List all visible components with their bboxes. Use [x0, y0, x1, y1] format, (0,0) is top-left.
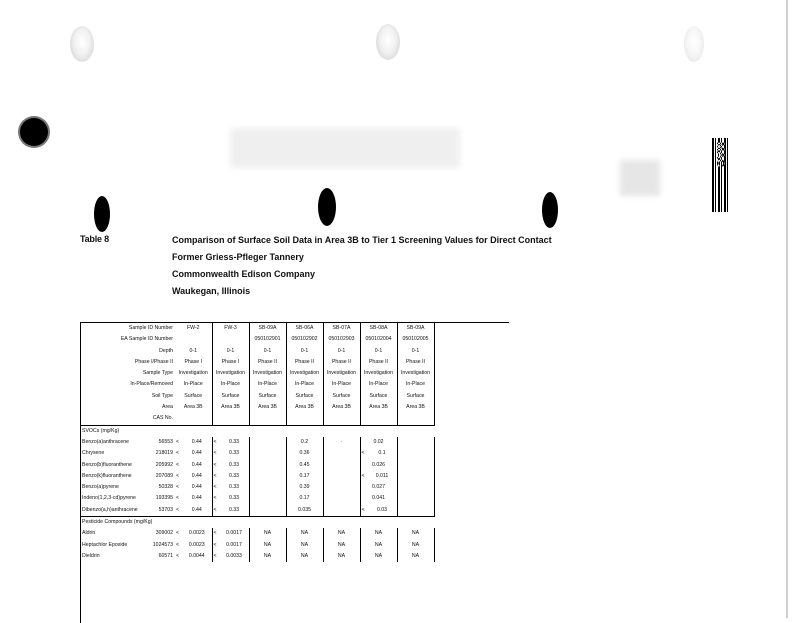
bleed-through-smudge — [620, 160, 660, 196]
value-cell — [212, 482, 249, 493]
header-cell: In-Place — [175, 379, 212, 390]
table-header-row — [81, 402, 434, 413]
qualifier: < — [176, 484, 180, 491]
header-cell: SB-08A — [360, 323, 397, 334]
value-cell — [323, 551, 360, 562]
value: 0.02 — [373, 438, 384, 445]
value-cell — [397, 505, 434, 517]
table-row — [81, 528, 434, 539]
qualifier: < — [213, 552, 217, 559]
value-cell — [323, 448, 360, 459]
header-cell: Surface — [175, 391, 212, 402]
value: 0.0017 — [226, 530, 242, 537]
analyte-name: Indeno(1,2,3-cd)pyrene — [82, 495, 136, 502]
analyte-name: Benzo(k)fluoranthene — [82, 472, 132, 479]
header-cell: In-Place — [323, 379, 360, 390]
cas-number: 56553 — [158, 438, 173, 445]
header-cell: 0-1 — [212, 346, 249, 357]
header-cell: In-Place — [360, 379, 397, 390]
value-cell — [397, 437, 434, 448]
value-cell — [175, 471, 212, 482]
qualifier: < — [213, 461, 217, 468]
value-cell — [323, 482, 360, 493]
header-cell: Area 3B — [323, 402, 360, 413]
table-row — [81, 460, 434, 471]
header-cell: In-Place — [397, 379, 434, 390]
analyte-name: Dibenzo(a,h)anthracene — [82, 506, 138, 513]
punch-hole-center — [318, 188, 336, 226]
header-cell: In-Place — [249, 379, 286, 390]
header-cell — [397, 413, 434, 425]
value: 0.44 — [191, 461, 202, 468]
table-header-row — [81, 357, 434, 368]
header-cell: 050102004 — [360, 334, 397, 345]
value-cell — [286, 551, 323, 562]
value-cell — [249, 460, 286, 471]
value-cell — [397, 471, 434, 482]
binder-hole-right — [684, 26, 704, 62]
header-cell: SB-06A — [286, 323, 323, 334]
value: 0.0033 — [226, 552, 242, 559]
qualifier: < — [213, 450, 217, 457]
value-cell — [323, 493, 360, 504]
value: 0.0023 — [188, 541, 205, 548]
value: 0.44 — [191, 484, 202, 491]
value-cell — [249, 493, 286, 504]
value-cell — [360, 471, 397, 482]
header-cell: Surface — [286, 391, 323, 402]
value-cell — [323, 540, 360, 551]
table-header-row — [81, 346, 434, 357]
header-cell — [360, 413, 397, 425]
header-cell: Area 3B — [212, 402, 249, 413]
data-table — [80, 322, 509, 623]
value: NA — [374, 530, 383, 537]
header-cell: FW-3 — [212, 323, 249, 334]
cas-number: 309002 — [155, 530, 173, 537]
header-label: Sample Type — [142, 370, 173, 377]
value-cell — [397, 482, 434, 493]
table-header-row — [81, 379, 434, 390]
table-header-row — [81, 323, 434, 334]
value: 0.33 — [228, 438, 240, 445]
value-cell — [175, 551, 212, 562]
value-cell — [286, 505, 323, 517]
header-label: Area — [162, 404, 173, 411]
qualifier: < — [213, 438, 217, 445]
punch-hole-left — [94, 196, 110, 232]
header-cell: 0-1 — [397, 346, 434, 357]
value-cell — [175, 460, 212, 471]
title-line: Commonwealth Edison Company — [172, 269, 316, 279]
header-label: CAS No. — [152, 415, 173, 422]
header-cell: Phase I — [175, 357, 212, 368]
analyte-cell — [81, 460, 175, 471]
analyte-cell — [81, 505, 175, 517]
qualifier: < — [176, 450, 180, 457]
value: NA — [300, 530, 309, 537]
value-cell — [249, 505, 286, 517]
table-row — [81, 448, 434, 459]
analyte-name: Dieldrin — [82, 552, 100, 559]
header-label: EA Sample ID Number — [120, 336, 173, 343]
value-cell — [249, 448, 286, 459]
header-cell — [323, 413, 360, 425]
header-cell: 050102005 — [397, 334, 434, 345]
punch-hole-right — [542, 192, 558, 228]
header-cell: Area 3B — [360, 402, 397, 413]
header-label: Sample ID Number — [128, 325, 173, 331]
value-cell — [323, 460, 360, 471]
header-cell: Area 3B — [286, 402, 323, 413]
value: 0.33 — [228, 461, 240, 468]
value: NA — [374, 552, 383, 559]
value: 0.17 — [299, 495, 310, 502]
header-cell: Area 3B — [249, 402, 286, 413]
value-cell — [323, 528, 360, 539]
header-cell: Phase II — [286, 357, 323, 368]
value: 0.0044 — [188, 552, 205, 559]
qualifier: < — [176, 472, 180, 479]
binder-hole-center — [376, 24, 400, 60]
cas-number: 60571 — [158, 552, 173, 559]
value-cell — [360, 460, 397, 471]
header-cell: SB-09A — [249, 323, 286, 334]
table-row — [81, 505, 434, 517]
value: 0.45 — [299, 461, 310, 468]
analyte-cell — [81, 482, 175, 493]
title-line: Former Griess-Pfleger Tannery — [172, 252, 304, 262]
analyte-name: Aldrin — [82, 530, 96, 537]
value-cell — [286, 437, 323, 448]
header-cell — [249, 413, 286, 425]
qualifier: < — [176, 541, 180, 548]
analyte-cell — [81, 528, 175, 539]
value-cell — [212, 493, 249, 504]
header-cell: Phase II — [323, 357, 360, 368]
header-cell: Phase I — [212, 357, 249, 368]
header-cell: Surface — [249, 391, 286, 402]
value-cell — [360, 437, 397, 448]
binder-hole-left — [70, 26, 94, 62]
value: NA — [337, 530, 346, 537]
section-title-row — [81, 517, 434, 529]
value-cell — [397, 551, 434, 562]
header-cell: Area 3B — [397, 402, 434, 413]
value: 0.026 — [372, 461, 385, 468]
value: 0.33 — [228, 484, 240, 491]
analyte-cell — [81, 551, 175, 562]
value-cell — [323, 437, 360, 448]
value-cell — [397, 448, 434, 459]
value-cell — [323, 471, 360, 482]
value: · — [340, 438, 343, 445]
header-cell: In-Place — [212, 379, 249, 390]
table-header-row — [81, 391, 434, 402]
qualifier: < — [361, 472, 365, 479]
cas-number: 1024573 — [152, 541, 173, 548]
qualifier: < — [213, 530, 217, 537]
header-cell — [212, 413, 249, 425]
analyte-cell — [81, 437, 175, 448]
value-cell — [212, 448, 249, 459]
qualifier: < — [176, 438, 180, 445]
table-header-row — [81, 413, 434, 425]
value-cell — [249, 528, 286, 539]
value: NA — [300, 552, 309, 559]
header-cell: Surface — [323, 391, 360, 402]
qualifier: < — [176, 552, 180, 559]
analyte-name: Benzo(a)pyrene — [82, 484, 119, 491]
analyte-cell — [81, 540, 175, 551]
analyte-cell — [81, 448, 175, 459]
value-cell — [212, 540, 249, 551]
header-cell: Area 3B — [175, 402, 212, 413]
qualifier: < — [213, 541, 217, 548]
value-cell — [360, 448, 397, 459]
header-cell: Phase II — [360, 357, 397, 368]
header-cell — [286, 413, 323, 425]
value-cell — [286, 540, 323, 551]
value-cell — [175, 528, 212, 539]
value: 0.0023 — [188, 530, 205, 537]
cas-number: 50328 — [158, 484, 173, 491]
header-cell: SB-07A — [323, 323, 360, 334]
value-cell — [249, 437, 286, 448]
value-cell — [212, 551, 249, 562]
binder-ring-icon — [20, 118, 48, 146]
header-cell: 0-1 — [286, 346, 323, 357]
header-cell: 0-1 — [360, 346, 397, 357]
document-title — [172, 232, 552, 300]
value-cell — [397, 493, 434, 504]
value: 0.36 — [299, 450, 310, 457]
value: 0.44 — [191, 472, 202, 479]
header-cell: Surface — [212, 391, 249, 402]
value-cell — [360, 540, 397, 551]
qualifier: < — [213, 495, 217, 502]
value: NA — [411, 530, 420, 537]
value-cell — [323, 505, 360, 517]
header-cell: Investigation — [249, 368, 286, 379]
value-cell — [212, 505, 249, 517]
header-label: Depth — [159, 347, 173, 354]
qualifier: < — [176, 530, 180, 537]
header-cell: 050102902 — [286, 334, 323, 345]
value-cell — [397, 540, 434, 551]
value-cell — [212, 460, 249, 471]
value-cell — [286, 528, 323, 539]
value: 0.44 — [191, 506, 202, 513]
value-cell — [175, 437, 212, 448]
analyte-name: Chrysene — [82, 450, 105, 457]
qualifier: < — [361, 450, 365, 457]
header-cell: Investigation — [286, 368, 323, 379]
table-header-row — [81, 368, 434, 379]
value: 0.33 — [228, 495, 240, 502]
value: 0.1 — [378, 450, 386, 457]
value: NA — [263, 552, 272, 559]
value-cell — [360, 551, 397, 562]
analyte-name: Benzo(b)fluoranthene — [82, 461, 132, 468]
value-cell — [212, 471, 249, 482]
value-cell — [360, 505, 397, 517]
value-cell — [175, 448, 212, 459]
qualifier: < — [213, 472, 217, 479]
table-row — [81, 540, 434, 551]
page-edge-line — [786, 0, 788, 618]
cas-number: 193395 — [155, 495, 173, 502]
value: NA — [337, 552, 346, 559]
value: 0.33 — [228, 450, 240, 457]
qualifier: < — [213, 484, 217, 491]
value: 0.03 — [376, 506, 388, 513]
value-cell — [397, 528, 434, 539]
value: 0.33 — [228, 506, 240, 513]
value-cell — [249, 551, 286, 562]
value-cell — [249, 471, 286, 482]
table-label: Table 8 — [80, 234, 109, 244]
table-row — [81, 482, 434, 493]
value-cell — [212, 528, 249, 539]
value-cell — [286, 448, 323, 459]
value-cell — [286, 482, 323, 493]
qualifier: < — [213, 506, 217, 513]
header-cell: Investigation — [323, 368, 360, 379]
header-cell: FW-2 — [175, 323, 212, 334]
value: NA — [337, 541, 346, 548]
value: 0.39 — [299, 484, 310, 491]
header-cell: 050102903 — [323, 334, 360, 345]
section-title: SVOCs (mg/Kg) — [82, 427, 120, 434]
header-label: In-Place/Removed — [130, 381, 173, 388]
header-cell: 0-1 — [323, 346, 360, 357]
value-cell — [175, 540, 212, 551]
value: 0.041 — [372, 495, 385, 502]
analyte-cell — [81, 471, 175, 482]
header-label: Soil Type — [151, 392, 173, 399]
value: NA — [411, 541, 420, 548]
value: 0.027 — [372, 484, 385, 491]
qualifier: < — [176, 495, 180, 502]
header-cell: In-Place — [286, 379, 323, 390]
section-title-row — [81, 425, 434, 437]
value-cell — [360, 493, 397, 504]
value: 0.44 — [191, 438, 202, 445]
value: 0.17 — [299, 472, 310, 479]
table-row — [81, 493, 434, 504]
value-cell — [360, 482, 397, 493]
value: 0.2 — [300, 438, 309, 445]
value: NA — [374, 541, 383, 548]
bleed-through-smudge — [230, 128, 460, 168]
value: NA — [300, 541, 309, 548]
qualifier: < — [361, 506, 365, 513]
value-cell — [286, 460, 323, 471]
value-cell — [175, 493, 212, 504]
table-row — [81, 551, 434, 562]
value: 0.44 — [191, 495, 202, 502]
header-cell: 0-1 — [175, 346, 212, 357]
analyte-cell — [81, 493, 175, 504]
value: NA — [411, 552, 420, 559]
analyte-name: Heptachlor Epoxide — [82, 541, 128, 548]
header-cell: Investigation — [175, 368, 212, 379]
table-row — [81, 437, 434, 448]
value: 0.44 — [191, 450, 202, 457]
value: 0.011 — [375, 472, 389, 479]
section-title: Pesticide Compounds (mg/Kg) — [82, 519, 153, 526]
value-cell — [360, 528, 397, 539]
cas-number: 207089 — [155, 472, 173, 479]
header-cell: 050102901 — [249, 334, 286, 345]
analyte-name: Benzo(a)anthracene — [82, 438, 130, 445]
header-cell: Surface — [360, 391, 397, 402]
value-cell — [175, 505, 212, 517]
value-cell — [286, 493, 323, 504]
value-cell — [286, 471, 323, 482]
value: 0.33 — [228, 472, 240, 479]
cas-number: 205992 — [155, 461, 173, 468]
value: NA — [263, 530, 272, 537]
table-header-row — [81, 334, 434, 345]
qualifier: < — [176, 461, 180, 468]
header-cell: Surface — [397, 391, 434, 402]
header-cell: Phase II — [249, 357, 286, 368]
title-line: Comparison of Surface Soil Data in Area 3B to Tier 1 Screening Values for Direct Contact — [172, 235, 552, 245]
value: NA — [263, 541, 272, 548]
cas-number: 53703 — [158, 506, 173, 513]
header-cell — [212, 334, 249, 345]
header-cell: Phase II — [397, 357, 434, 368]
header-cell: SB-09A — [397, 323, 434, 334]
qualifier: < — [176, 506, 180, 513]
header-cell: Investigation — [397, 368, 434, 379]
value-cell — [175, 482, 212, 493]
value: 0.0017 — [226, 541, 242, 548]
header-cell — [175, 334, 212, 345]
value: 0.035 — [298, 506, 311, 513]
table-row — [81, 471, 434, 482]
value-cell — [212, 437, 249, 448]
header-label: Phase I/Phase II — [134, 358, 173, 365]
value-cell — [397, 460, 434, 471]
margin-mark: MAC — [714, 142, 726, 168]
header-cell — [175, 413, 212, 425]
cas-number: 218019 — [155, 450, 173, 457]
value-cell — [249, 482, 286, 493]
value-cell — [249, 540, 286, 551]
header-cell: 0-1 — [249, 346, 286, 357]
title-line: Waukegan, Illinois — [172, 286, 251, 296]
header-cell: Investigation — [360, 368, 397, 379]
header-cell: Investigation — [212, 368, 249, 379]
